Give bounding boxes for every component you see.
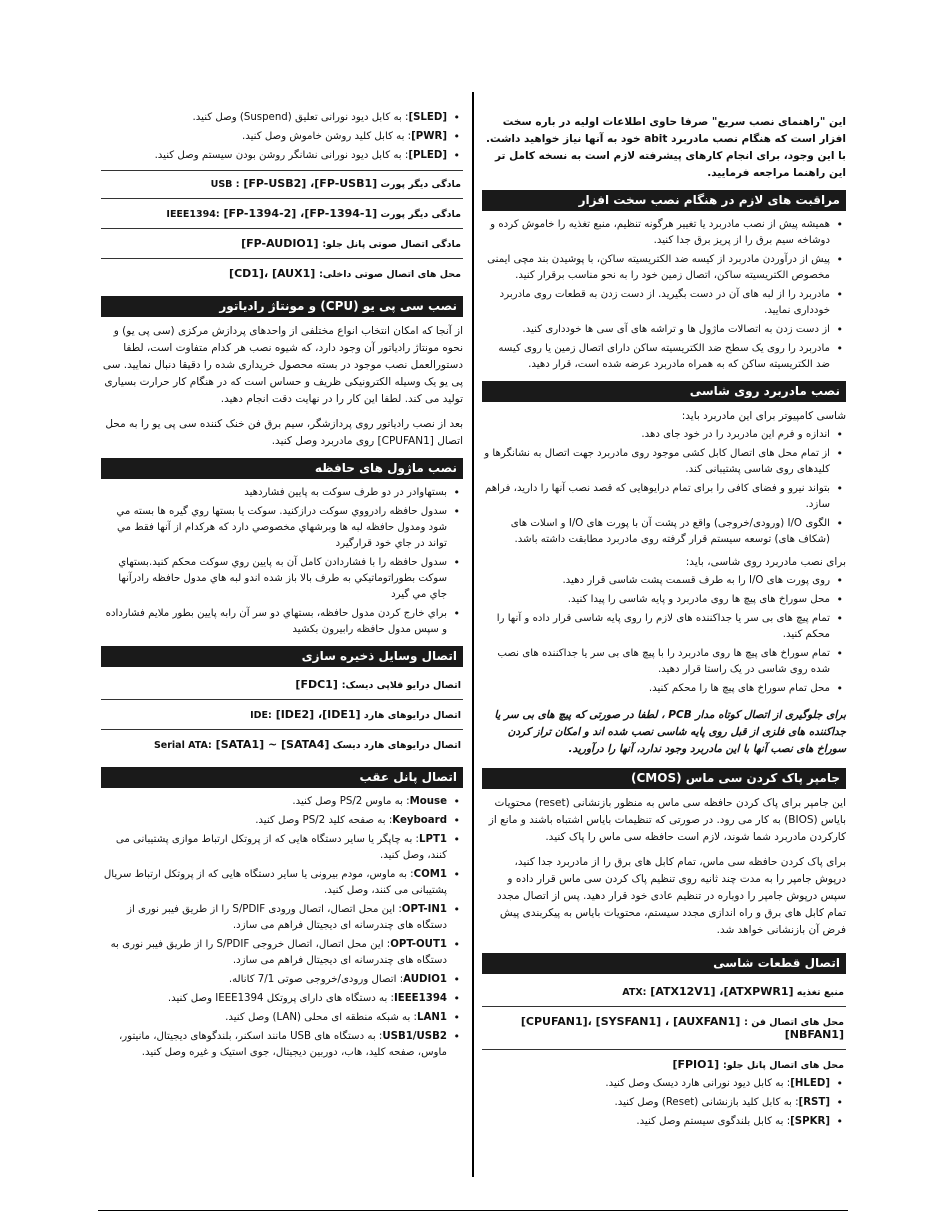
item-key: USB1/USB2 bbox=[382, 1031, 447, 1042]
list-item: • همیشه پیش از نصب مادربرد یا تغییر هرگونه تنظیم، منبع تغذیه را خاموش کرده و دوشاخه سیم برق را از پریز برق جدا کنید. bbox=[482, 217, 830, 249]
cpu-section-header: نصب سی پی یو (CPU) و مونتاژ رادیاتور bbox=[101, 296, 463, 317]
list-item bbox=[101, 832, 447, 864]
list-item bbox=[482, 1076, 830, 1092]
item-text: : اتصال ورودی/خروجی صوتی 7/1 کاناله. bbox=[228, 974, 404, 985]
item-key: [RST] bbox=[798, 1097, 830, 1108]
list-item: • الگوی I/O (ورودی/خروجی) واقع در پشت آن با پورت های I/O و اسلات های (شکاف های) توسعه سیستم قرار گرفته روی مادربرد مطابقت داشته باشد. bbox=[482, 516, 830, 548]
aux-value: [AUX1] ،[CD1] bbox=[229, 267, 316, 280]
sata-label: اتصال درایوهای هارد دیسک Serial ATA: bbox=[153, 740, 461, 751]
front-panel-value: [FPIO1] bbox=[672, 1058, 720, 1071]
sata-value: [SATA1] ~ [SATA4] bbox=[215, 738, 330, 751]
item-text: : به کابل دیود نورانی تعلیق (Suspend) وصل کنید. bbox=[192, 112, 409, 123]
aux-label: محل های اتصال صوتی داخلی: bbox=[319, 269, 461, 280]
aux-header-line bbox=[101, 262, 463, 288]
audio-label: مادگی اتصال صوتی پانل جلو: bbox=[322, 239, 461, 250]
fdc-value: [FDC1] bbox=[295, 678, 338, 691]
intro-paragraph: این "راهنمای نصب سریع" صرفا حاوی اطلاعات اولیه در باره سخت افزار است که هنگام نصب مادربرد abit خود به آنها نیاز خواهید داشت. با این وجود، برای انجام کارهای پیشرفته لازم است به نسخه کامل تر این راهنما مراجعه فرمایید. bbox=[485, 116, 846, 179]
list-item: • تمام پیچ های بی سر یا جداکننده های لازم را روی پایه شاسی قرار داده و آنها را محکم کنید. bbox=[482, 611, 830, 643]
top-list bbox=[101, 110, 463, 164]
right-column bbox=[482, 80, 846, 1136]
connectors-section-header: اتصال قطعات شاسی bbox=[482, 953, 846, 974]
item-key: COM1 bbox=[413, 869, 447, 880]
item-text: : به چاپگر یا سایر دستگاه هایی که از پروتکل ارتباط موازی پشتیبانی می کنند، وصل کنید. bbox=[115, 834, 447, 861]
item-key: LAN1 bbox=[417, 1012, 447, 1023]
item-key: [SPKR] bbox=[790, 1116, 830, 1127]
item-text: : به ماوس PS/2 وصل کنید. bbox=[292, 796, 410, 807]
ieee-value: [FP-1394-2] ،[FP-1394-1] bbox=[223, 207, 378, 220]
care-section-header: مراقبت های لازم در هنگام نصب سخت افزار bbox=[482, 190, 846, 211]
item-text: : به ماوس، مودم بیرونی یا سایر دستگاه هایی که از پروتکل ارتباط سریال پشتیبانی می کنند، وصل کنید. bbox=[103, 869, 447, 896]
item-key: [SLED] bbox=[408, 112, 447, 123]
fdc-label: اتصال درایو فلاپی دیسک: bbox=[341, 680, 461, 691]
item-key: OPT-IN1 bbox=[401, 904, 447, 915]
item-text: : به شبکه منطقه ای محلی (LAN) وصل کنید. bbox=[225, 1012, 417, 1023]
back-panel-section-header: اتصال پانل عقب bbox=[101, 767, 463, 788]
list-item bbox=[101, 129, 447, 145]
mount-requirements-list bbox=[482, 427, 846, 548]
item-text: : این محل اتصال، اتصال ورودی S/PDIF را از طریق فیبر نوری از دستگاه های چندرسانه ای دیجیتال فراهم می سازد. bbox=[127, 904, 447, 931]
list-item: • براي خارج کردن مدول حافظه، بستهاي دو سر آن رابه پایین بطور ملايم فشارداده و سپس مدول حافظه رابيرون بکشيد bbox=[101, 606, 447, 638]
list-item: • روی پورت های I/O را به طرف قسمت پشت شاسی قرار دهید. bbox=[482, 573, 830, 589]
usb-label: مادگی دیگر پورت USB : bbox=[210, 179, 461, 190]
footer-rule bbox=[98, 1210, 848, 1211]
usb-value: [FP-USB2] ،[FP-USB1] bbox=[243, 177, 378, 190]
left-column bbox=[101, 80, 463, 1067]
front-panel-list bbox=[482, 1076, 846, 1130]
column-divider bbox=[472, 92, 474, 1177]
mount-intro: شاسی کامپیوتر برای این مادربرد باید: bbox=[681, 410, 846, 422]
ieee-header-line bbox=[101, 202, 463, 229]
list-item bbox=[101, 813, 447, 829]
list-item: • بتواند نیرو و فضای کافی را برای تمام درایوهایی که قصد نصب آنها را دارید، فراهم سازد. bbox=[482, 481, 830, 513]
list-item bbox=[482, 1114, 830, 1130]
storage-section-header: اتصال وسایل ذخیره سازی bbox=[101, 646, 463, 667]
fdc-line bbox=[101, 673, 463, 700]
item-text: : به دستگاه های دارای پروتکل IEEE1394 وصل کنید. bbox=[167, 993, 394, 1004]
mount-section-header: نصب مادربرد روی شاسی bbox=[482, 381, 846, 402]
back-panel-list bbox=[101, 794, 463, 1061]
list-item: • سدول حافظه را با فشاردادن کامل آن به پایین روي سوکت محکم کنید.بستهاي سوکت بطوراتوماتیکي به طرف بالا باز شده اندو لبه هاي مدول حافظه رادرآنها جاي مي گیرد bbox=[101, 555, 447, 603]
list-item: • از دست زدن به اتصالات ماژول ها و تراشه های آی سی ها خودداری کنید. bbox=[482, 322, 830, 338]
list-item: • از تمام محل های اتصال کابل کشی موجود روی مادربرد جهت اتصال به نشانگرها و کلیدهای روی شاسی پشتیبانی کند. bbox=[482, 446, 830, 478]
item-text: : به کابل دیود نورانی هارد دیسک وصل کنید. bbox=[605, 1078, 791, 1089]
memory-section-header: نصب ماژول های حافظه bbox=[101, 458, 463, 479]
list-item bbox=[101, 972, 447, 988]
power-label: منبع تغذیه ATX: bbox=[622, 987, 844, 998]
list-item bbox=[101, 110, 447, 126]
item-key: [PWR] bbox=[411, 131, 447, 142]
item-text: : به کابل بلندگوی سیستم وصل کنید. bbox=[636, 1116, 791, 1127]
list-item: • تمام سوراخ های پیچ ها روی مادربرد را با پیچ های بی سر یا جداکننده های نصب شده روی شاسی در یک راستا قرار دهید. bbox=[482, 646, 830, 678]
cmos-paragraph-1: این جامپر برای پاک کردن حافظه سی ماس به منظور بازنشانی (reset) محتویات بایاس (BIOS) به کار می رود. در صورتی که تنظیمات بایاس اشتباه باشند و مانع از کارکردن مادربرد شما شوند، لازم است حافظه سی ماس را پاک کنید. bbox=[488, 797, 846, 843]
item-key: Keyboard bbox=[392, 815, 447, 826]
item-key: AUDIO1 bbox=[403, 974, 447, 985]
audio-header-line bbox=[101, 232, 463, 259]
ide-line bbox=[101, 703, 463, 730]
front-panel-line bbox=[482, 1053, 846, 1073]
item-key: OPT-OUT1 bbox=[390, 939, 447, 950]
ieee-label: مادگی دیگر پورت IEEE1394: bbox=[166, 209, 461, 220]
list-item bbox=[101, 991, 447, 1007]
audio-value: [FP-AUDIO1] bbox=[241, 237, 319, 250]
list-item: • بستهاوادر در دو طرف سوکت به پایین فشاردهید bbox=[101, 485, 447, 501]
list-item bbox=[482, 1095, 830, 1111]
list-item: • سدول حافظه رادرووي سوکت درازکنید. سوکت يا بستها روي گيره ها بسته مي شود ومدول حافظه لبه ها وبرشهاي مخصوصي دارد که هرکدام از آنها فقط مي تواند در جاي خود قرارگيرد bbox=[101, 504, 447, 552]
ide-label: اتصال درایوهای هارد IDE: bbox=[250, 710, 461, 721]
list-item bbox=[101, 148, 447, 164]
list-item bbox=[101, 867, 447, 899]
fan-value: [AUXFAN1] ، [SYSFAN1] ،[CPUFAN1] bbox=[520, 1015, 741, 1028]
list-item bbox=[101, 1010, 447, 1026]
list-item bbox=[101, 1029, 447, 1061]
sata-line bbox=[101, 733, 463, 759]
item-key: [PLED] bbox=[408, 150, 447, 161]
usb-header-line bbox=[101, 170, 463, 199]
list-item: • پیش از درآوردن مادربرد از کیسه ضد الکتریسیته ساکن، با پوشیدن بند مچی ایمنی مخصوص الکتریسیته ساکن، اتصال زمین خود را به نحو مناسب برقرار کنید. bbox=[482, 252, 830, 284]
cpu-paragraph-1: از آنجا که امکان انتخاب انواع مختلفی از واحدهای پردازش مرکزی (سی پی یو) و نحوه مونتاژ رادیاتور آن وجود دارد، که شیوه نصب هر کدام متفاوت است، لطفا دستورالعمل نصب موجود در بسته محصول خریداری شده را دقیقا دنبال نمایید. سی پی یو یک وسیله الکترونیکی ظریف و حساس است که در هنگام کار حرارت بسیاری تولید می کند. لطفا این کار را در نهایت دقت انجام دهید. bbox=[102, 325, 463, 405]
list-item: • اندازه و فرم این مادربرد را در خود جای دهد. bbox=[482, 427, 830, 443]
mount-intro-2: برای نصب مادربرد روی شاسی، باید: bbox=[685, 556, 846, 568]
list-item bbox=[101, 902, 447, 934]
list-item: • مادربرد را روی یک سطح ضد الکتریسیته ساکن دارای اتصال زمین یا روی کیسه ضد الکتریسیته ساکن که به همراه مادربرد عرضه شده است، قرار دهید. bbox=[482, 341, 830, 373]
mount-note: برای جلوگیری از اتصال کوتاه مدار PCB ، لطفا در صورتی که پیچ های بی سر یا جداکننده های فلزی از قبل روی پایه شاسی نصب شده اند و امکان تراز کردن سوراخ های نصب آنها با این مادربرد وجود ندارد، آنها را درآورید. bbox=[494, 709, 846, 755]
mount-steps-list bbox=[482, 573, 846, 697]
cpu-paragraph-2: بعد از نصب رادیاتور روی پردازشگر، سیم برق فن خنک کننده سی پی یو را به محل اتصال [CPUFAN1] روی مادربرد وصل کنید. bbox=[105, 418, 463, 447]
power-value: [ATX12V1] ،[ATXPWR1] bbox=[650, 985, 794, 998]
item-key: [HLED] bbox=[790, 1078, 830, 1089]
item-text: : به دستگاه های USB مانند اسکنر، بلندگوهای دیجیتال، مانیتور، ماوس، صفحه کلید، هاب، دوربین دیجیتال، جوی استیک و غیره وصل کنید. bbox=[118, 1031, 447, 1058]
power-connector-line bbox=[482, 980, 846, 1007]
list-item bbox=[101, 937, 447, 969]
ide-value: [IDE2] ،[IDE1] bbox=[275, 708, 361, 721]
list-item bbox=[101, 794, 447, 810]
front-panel-label: محل های اتصال پانل جلو: bbox=[723, 1060, 844, 1071]
care-list bbox=[482, 217, 846, 373]
cmos-paragraph-2: برای پاک کردن حافظه سی ماس، تمام کابل های برق را از مادربرد جدا کنید، درپوش جامپر را به مدت چند ثانیه روی تنظیم پاک کردن سی ماس قرار داده و سپس درپوش جامپر را دوباره در تنظیم عادی خود قرار دهید. پس از اتصال مجدد تمام کابل های برق و راه اندازی مجدد سیستم، محتویات بایاس به پیکربندی پیش فرض آن بازنشانی خواهد شد. bbox=[497, 856, 846, 936]
item-key: LPT1 bbox=[419, 834, 447, 845]
item-key: Mouse bbox=[409, 796, 447, 807]
list-item: • محل سوراخ های پیچ ها روی مادربرد و پایه شاسی را پیدا کنید. bbox=[482, 592, 830, 608]
list-item: • محل تمام سوراخ های پیچ ها را محکم کنید. bbox=[482, 681, 830, 697]
cmos-section-header: جامپر پاک کردن سی ماس (CMOS) bbox=[482, 768, 846, 789]
item-text: : به کابل دیود نورانی نشانگر روشن بودن سیستم وصل کنید. bbox=[154, 150, 409, 161]
fan-label: محل های اتصال فن : bbox=[744, 1017, 844, 1028]
fan-connector-line bbox=[482, 1010, 846, 1050]
memory-list bbox=[101, 485, 463, 638]
fan-value-2: [NBFAN1] bbox=[784, 1028, 844, 1041]
item-text: : به صفحه کلید PS/2 وصل کنید. bbox=[255, 815, 393, 826]
item-text: : به کابل کلید روشن خاموش وصل کنید. bbox=[242, 131, 412, 142]
list-item: • مادربرد را از لبه های آن در دست بگیرید. از دست زدن به قطعات روی مادربرد خودداری نمایید. bbox=[482, 287, 830, 319]
item-key: IEEE1394 bbox=[393, 993, 447, 1004]
item-text: : به کابل کلید بازنشانی (Reset) وصل کنید. bbox=[614, 1097, 799, 1108]
item-text: : این محل اتصال، اتصال خروجی S/PDIF را از طریق فیبر نوری به دستگاه های چندرسانه ای دیجیتال فراهم می سازد. bbox=[110, 939, 447, 966]
